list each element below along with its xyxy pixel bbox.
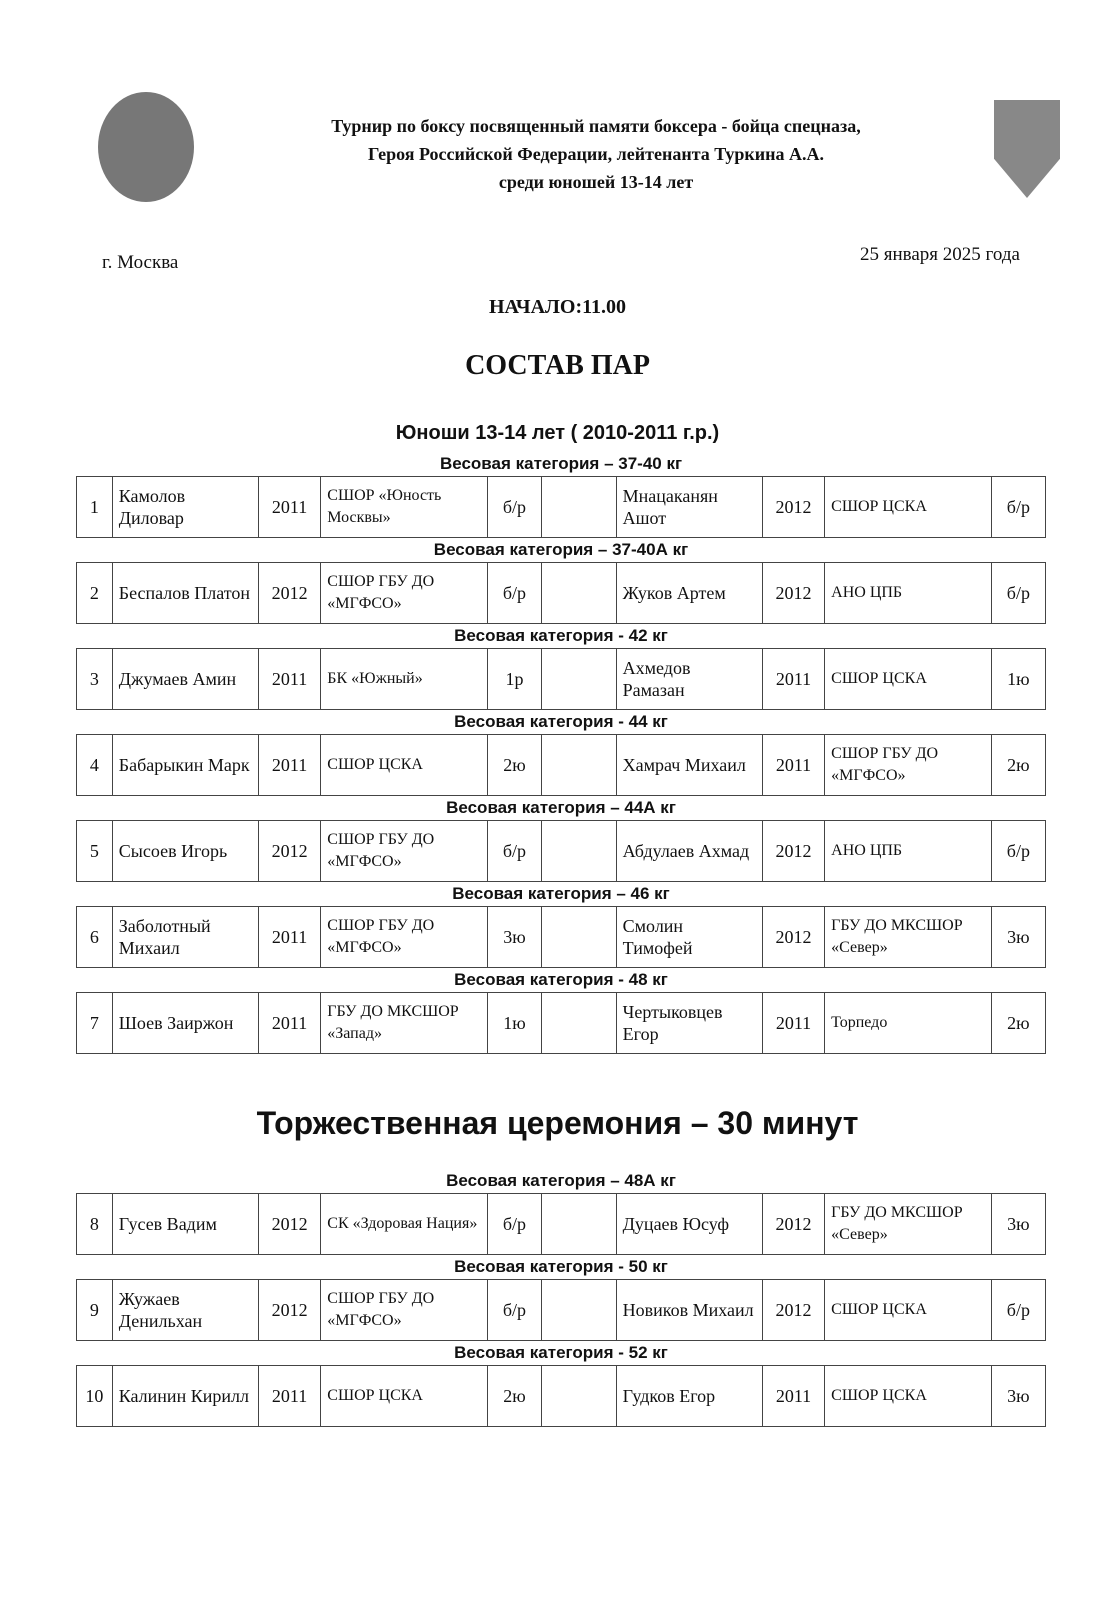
red-year: 2012 [258,563,320,624]
red-name: Бабарыкин Марк [112,735,258,796]
bout-table [76,734,1046,796]
weight-category: Весовая категория - 52 кг [454,1343,668,1362]
bout-number: 2 [77,563,113,624]
bout-row [77,649,1046,710]
bout-table [76,476,1046,538]
bout-number: 4 [77,735,113,796]
bout-table [76,648,1046,710]
red-club: СШОР ГБУ ДО «МГФСО» [321,907,488,968]
weight-category: Весовая категория - 44 кг [454,712,668,731]
weight-category: Весовая категория - 48 кг [454,970,668,989]
blue-name: Хамрач Михаил [616,735,762,796]
blue-name: Мнацаканян Ашот [616,477,762,538]
red-rank: 2ю [487,1366,541,1427]
bout-table [76,820,1046,882]
blue-rank: б/р [991,821,1045,882]
bout-table [76,906,1046,968]
red-year: 2011 [258,477,320,538]
empty-cell [542,735,617,796]
blue-rank: б/р [991,563,1045,624]
blue-rank: 3ю [991,1366,1045,1427]
bout-table [76,992,1046,1054]
bout-row [77,993,1046,1054]
weight-category: Весовая категория – 46 кг [452,884,670,903]
blue-rank: 1ю [991,649,1045,710]
bout-row [77,1280,1046,1341]
red-rank: 3ю [487,907,541,968]
red-club: СШОР ЦСКА [321,735,488,796]
red-club: ГБУ ДО МКСШОР «Запад» [321,993,488,1054]
blue-club: СШОР ЦСКА [825,477,992,538]
red-club: СШОР ГБУ ДО «МГФСО» [321,1280,488,1341]
red-name: Сысоев Игорь [112,821,258,882]
blue-name: Дуцаев Юсуф [616,1194,762,1255]
red-club: СШОР ГБУ ДО «МГФСО» [321,821,488,882]
blue-rank: 3ю [991,907,1045,968]
bout-table [76,1365,1046,1427]
blue-rank: 3ю [991,1194,1045,1255]
blue-name: Ахмедов Рамазан [616,649,762,710]
red-name: Шоев Заиржон [112,993,258,1054]
bout-row [77,1194,1046,1255]
blue-name: Новиков Михаил [616,1280,762,1341]
red-rank: б/р [487,563,541,624]
bout-table [76,562,1046,624]
tournament-header [256,112,936,196]
blue-name: Абдулаев Ахмад [616,821,762,882]
weight-category: Весовая категория - 42 кг [454,626,668,645]
blue-rank: б/р [991,1280,1045,1341]
blue-name: Чертыковцев Егор [616,993,762,1054]
red-year: 2011 [258,1366,320,1427]
bout-number: 9 [77,1280,113,1341]
start-time: НАЧАЛО:11.00 [488,296,627,318]
header-line-2: Героя Российской Федерации, лейтенанта Туркина А.А. [368,144,824,164]
blue-year: 2012 [762,1280,824,1341]
blue-club: АНО ЦПБ [825,563,992,624]
bout-table [76,1193,1046,1255]
blue-club: СШОР ЦСКА [825,1280,992,1341]
bout-number: 8 [77,1194,113,1255]
red-year: 2012 [258,1194,320,1255]
bouts-list [76,452,1046,1427]
blue-name: Смолин Тимофей [616,907,762,968]
empty-cell [542,1280,617,1341]
red-name: Заболотный Михаил [112,907,258,968]
header-line-3: среди юношей 13-14 лет [498,172,694,192]
blue-year: 2012 [762,563,824,624]
shield-emblem-logo [994,100,1060,198]
event-date: 25 января 2025 года [860,244,1020,265]
page-title: СОСТАВ ПАР [465,350,650,381]
bout-row [77,563,1046,624]
blue-club: АНО ЦПБ [825,821,992,882]
red-year: 2012 [258,821,320,882]
red-rank: 2ю [487,735,541,796]
weight-category: Весовая категория – 48А кг [446,1171,676,1190]
red-year: 2011 [258,649,320,710]
bout-number: 1 [77,477,113,538]
blue-year: 2011 [762,993,824,1054]
bout-number: 10 [77,1366,113,1427]
red-rank: 1р [487,649,541,710]
red-rank: б/р [487,477,541,538]
red-name: Гусев Вадим [112,1194,258,1255]
blue-year: 2011 [762,649,824,710]
blue-name: Жуков Артем [616,563,762,624]
empty-cell [542,907,617,968]
empty-cell [542,993,617,1054]
blue-year: 2012 [762,477,824,538]
red-year: 2011 [258,993,320,1054]
blue-year: 2012 [762,1194,824,1255]
blue-rank: 2ю [991,735,1045,796]
weight-category: Весовая категория – 44А кг [446,798,676,817]
bout-table [76,1279,1046,1341]
red-year: 2011 [258,735,320,796]
red-year: 2012 [258,1280,320,1341]
bout-row [77,735,1046,796]
red-name: Беспалов Платон [112,563,258,624]
red-club: БК «Южный» [321,649,488,710]
blue-club: Торпедо [825,993,992,1054]
weight-category: Весовая категория – 37-40 кг [439,454,683,473]
weight-category: Весовая категория - 50 кг [454,1257,668,1276]
bout-row [77,821,1046,882]
header-line-1: Турнир по боксу посвященный памяти боксера - бойца спецназа, [331,116,861,136]
red-club: СШОР «Юность Москвы» [321,477,488,538]
red-rank: б/р [487,1280,541,1341]
bout-number: 3 [77,649,113,710]
bout-number: 7 [77,993,113,1054]
weight-category: Весовая категория – 37-40А кг [433,540,689,559]
bout-row [77,907,1046,968]
blue-club: ГБУ ДО МКСШОР «Север» [825,1194,992,1255]
blue-club: СШОР ЦСКА [825,649,992,710]
bout-row [77,1366,1046,1427]
blue-club: СШОР ЦСКА [825,1366,992,1427]
red-year: 2011 [258,907,320,968]
empty-cell [542,563,617,624]
empty-cell [542,649,617,710]
red-club: СШОР ГБУ ДО «МГФСО» [321,563,488,624]
empty-cell [542,1194,617,1255]
blue-year: 2012 [762,821,824,882]
blue-rank: 2ю [991,993,1045,1054]
red-club: СК «Здоровая Нация» [321,1194,488,1255]
bout-number: 6 [77,907,113,968]
red-name: Жужаев Денильхан [112,1280,258,1341]
red-name: Калинин Кирилл [112,1366,258,1427]
red-name: Камолов Диловар [112,477,258,538]
city: г. Москва [102,252,179,273]
red-rank: б/р [487,821,541,882]
boxing-federation-logo [98,92,194,202]
age-group: Юноши 13-14 лет ( 2010-2011 г.р.) [395,422,720,444]
red-rank: 1ю [487,993,541,1054]
empty-cell [542,1366,617,1427]
blue-year: 2012 [762,907,824,968]
red-name: Джумаев Амин [112,649,258,710]
empty-cell [542,821,617,882]
bout-row [77,477,1046,538]
blue-club: ГБУ ДО МКСШОР «Север» [825,907,992,968]
red-club: СШОР ЦСКА [321,1366,488,1427]
bout-number: 5 [77,821,113,882]
blue-name: Гудков Егор [616,1366,762,1427]
ceremony-notice: Торжественная церемония – 30 минут [256,1105,859,1141]
blue-rank: б/р [991,477,1045,538]
blue-year: 2011 [762,1366,824,1427]
ceremony-gap [76,1054,1046,1169]
red-rank: б/р [487,1194,541,1255]
blue-year: 2011 [762,735,824,796]
empty-cell [542,477,617,538]
blue-club: СШОР ГБУ ДО «МГФСО» [825,735,992,796]
